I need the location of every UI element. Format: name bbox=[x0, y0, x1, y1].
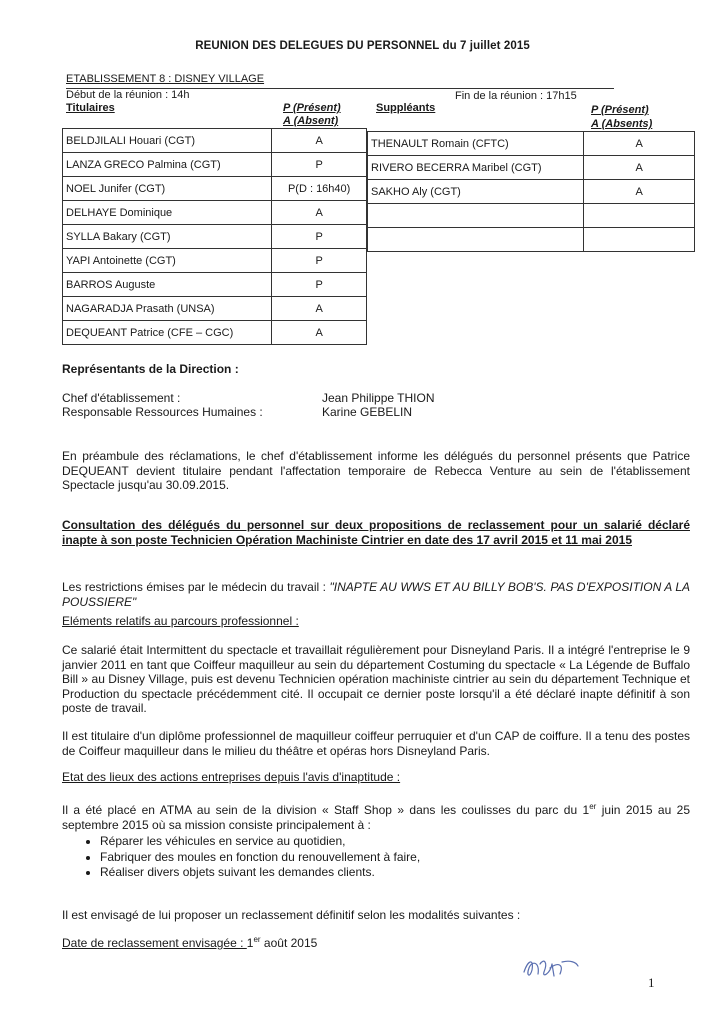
envisage-text: Il est envisagé de lui proposer un reclassement définitif selon les modalités suivantes : bbox=[62, 908, 521, 922]
titulaire-row bbox=[63, 225, 367, 249]
page-number: 1 bbox=[648, 975, 655, 990]
suppleant-status bbox=[584, 228, 695, 252]
parcours-paragraph-2 bbox=[62, 729, 690, 758]
atma-paragraph bbox=[62, 800, 690, 832]
etablissement-label: ETABLISSEMENT 8 : DISNEY VILLAGE bbox=[66, 73, 265, 85]
suppleant-status: A bbox=[584, 132, 695, 156]
titulaire-name: DELHAYE Dominique bbox=[63, 201, 272, 225]
restrictions-paragraph bbox=[62, 580, 690, 609]
titulaire-name: LANZA GRECO Palmina (CGT) bbox=[63, 153, 272, 177]
titulaire-status: A bbox=[272, 297, 367, 321]
present-header-2: P (Présent) bbox=[591, 104, 649, 116]
titulaire-row bbox=[63, 297, 367, 321]
titulaire-name: BELDJILALI Houari (CGT) bbox=[63, 129, 272, 153]
titulaire-name: DEQUEANT Patrice (CFE – CGC) bbox=[63, 321, 272, 345]
titulaires-header: Titulaires bbox=[66, 102, 115, 114]
titulaire-status: A bbox=[272, 321, 367, 345]
suppleant-name: RIVERO BECERRA Maribel (CGT) bbox=[368, 156, 584, 180]
titulaire-status: P bbox=[272, 225, 367, 249]
date-label: Date de reclassement envisagée : bbox=[62, 936, 247, 950]
chef-name: Jean Philippe THION bbox=[322, 391, 435, 405]
titulaire-name: BARROS Auguste bbox=[63, 273, 272, 297]
suppleant-row bbox=[368, 180, 695, 204]
present-header: P (Présent) bbox=[283, 102, 341, 114]
titulaire-status: A bbox=[272, 129, 367, 153]
titulaire-row bbox=[63, 273, 367, 297]
rh-name: Karine GEBELIN bbox=[322, 405, 413, 419]
consultation-heading bbox=[62, 518, 690, 547]
titulaire-status: A bbox=[272, 201, 367, 225]
rh-label: Responsable Ressources Humaines : bbox=[62, 405, 263, 419]
titulaire-name: YAPI Antoinette (CGT) bbox=[63, 249, 272, 273]
mission-item: • Fabriquer des moules en fonction du renouvellement à faire, bbox=[100, 850, 420, 866]
absents-header: A (Absents) bbox=[591, 118, 653, 130]
preambule-text: En préambule des réclamations, le chef d'établissement informe les délégués du personnel présents que Patrice DEQUEANT devient titulaire pendant l'affectation temporaire de Rebecca Venture au sein de l'établissement Spectacle jusqu'au 30.09.2015. bbox=[62, 449, 690, 493]
atma-text-1: Il a été placé en ATMA au sein de la division « Staff Shop » dans les coulisses du parc du 1 bbox=[62, 803, 590, 817]
page-title: REUNION DES DELEGUES DU PERSONNEL du 7 juillet 2015 bbox=[195, 40, 530, 52]
consultation-heading-text: Consultation des délégués du personnel sur deux propositions de reclassement pour un salarié déclaré inapte à son poste Technicien Opération Machiniste Cintrier en date des 17 avril 2015 et 11 mai 2015 bbox=[62, 518, 690, 547]
suppleant-status: A bbox=[584, 156, 695, 180]
suppleant-row bbox=[368, 132, 695, 156]
atma-text-2: juin 2015 au 25 septembre 2015 où sa mission consiste principalement à : bbox=[62, 803, 691, 832]
restrictions-text: "INAPTE AU WWS ET AU BILLY BOB'S. PAS D'EXPOSITION A LA POUSSIERE" bbox=[62, 580, 691, 609]
titulaire-row bbox=[63, 153, 367, 177]
titulaire-name: NOEL Junifer (CGT) bbox=[63, 177, 272, 201]
suppleant-name bbox=[368, 228, 584, 252]
date-reclassement bbox=[62, 935, 317, 950]
fin-reunion: Fin de la réunion : 17h15 bbox=[455, 90, 577, 102]
titulaire-name: NAGARADJA Prasath (UNSA) bbox=[63, 297, 272, 321]
titulaire-row bbox=[63, 201, 367, 225]
suppleant-row bbox=[368, 228, 695, 252]
suppleant-status: A bbox=[584, 180, 695, 204]
parcours-text-1: Ce salarié était Intermittent du spectacle et travaillait régulièrement pour Disneyland Paris. Il a intégré l'entreprise le 9 janvier 2011 en tant que Coiffeur maquilleur au sein du département Costuming du spectacle « La Légende de Buffalo Bill » au Disney Village, puis est devenu Technicien opération machiniste cintrier au sein du département Technique et Production du spectacle précédemment cité. Il occupait ce dernier poste lorsqu'il a été déclaré inapte définitif à son poste de travail. bbox=[62, 643, 690, 716]
parcours-text-2: Il est titulaire d'un diplôme professionnel de maquilleur coiffeur perruquier et d'un CAP de coiffure. Il a tenu des postes de Coiffeur maquilleur dans le milieu du théâtre et opéras hors Disneyland Paris. bbox=[62, 729, 690, 758]
envisage-paragraph bbox=[62, 908, 690, 923]
suppleants-header: Suppléants bbox=[376, 102, 436, 114]
debut-reunion: Début de la réunion : 14h bbox=[66, 89, 190, 101]
preambule-paragraph bbox=[62, 449, 690, 493]
titulaire-status: P bbox=[272, 249, 367, 273]
suppleant-name: THENAULT Romain (CFTC) bbox=[368, 132, 584, 156]
atma-sup: er bbox=[589, 802, 597, 811]
titulaire-row bbox=[63, 249, 367, 273]
etat-heading bbox=[62, 770, 690, 785]
date-value-sup: er bbox=[253, 935, 261, 944]
absent-header: A (Absent) bbox=[283, 115, 339, 127]
suppleant-name: SAKHO Aly (CGT) bbox=[368, 180, 584, 204]
restrictions-label: Les restrictions émises par le médecin du travail : bbox=[62, 580, 330, 594]
suppleant-row bbox=[368, 204, 695, 228]
missions-list bbox=[62, 834, 420, 881]
date-value-rest: août 2015 bbox=[260, 936, 318, 950]
titulaire-status: P bbox=[272, 273, 367, 297]
mission-item: • Réaliser divers objets suivant les demandes clients. bbox=[100, 865, 420, 881]
direction-heading: Représentants de la Direction : bbox=[62, 362, 239, 376]
signature-initials bbox=[520, 952, 580, 984]
suppleant-name bbox=[368, 204, 584, 228]
titulaires-table bbox=[62, 128, 367, 345]
parcours-heading bbox=[62, 614, 690, 629]
titulaire-name: SYLLA Bakary (CGT) bbox=[63, 225, 272, 249]
titulaire-row bbox=[63, 321, 367, 345]
chef-label: Chef d'établissement : bbox=[62, 391, 181, 405]
titulaire-status: P(D : 16h40) bbox=[272, 177, 367, 201]
suppleants-table bbox=[367, 131, 695, 252]
mission-item: • Réparer les véhicules en service au quotidien, bbox=[100, 834, 420, 850]
titulaire-status: P bbox=[272, 153, 367, 177]
titulaire-row bbox=[63, 129, 367, 153]
suppleant-row bbox=[368, 156, 695, 180]
parcours-paragraph-1 bbox=[62, 643, 690, 716]
titulaire-row bbox=[63, 177, 367, 201]
etat-heading-text: Etat des lieux des actions entreprises depuis l'avis d'inaptitude : bbox=[62, 770, 401, 784]
suppleant-status bbox=[584, 204, 695, 228]
date-value-day: 1 bbox=[246, 936, 254, 950]
parcours-heading-text: Eléments relatifs au parcours professionnel : bbox=[62, 614, 299, 628]
